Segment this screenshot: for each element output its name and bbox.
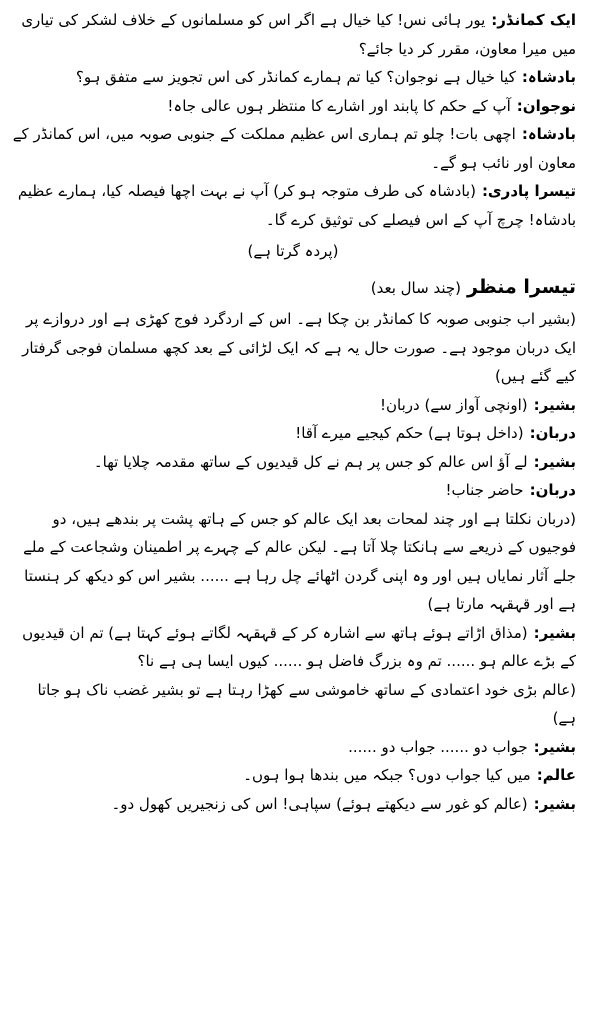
speaker-label: بشیر: bbox=[533, 395, 576, 414]
dialogue-text: (اونچی آواز سے) دربان! bbox=[379, 395, 528, 414]
speaker-label: نوجوان: bbox=[516, 96, 576, 115]
dialogue-text: (بشیر اب جنوبی صوبہ کا کمانڈر بن چکا ہے۔ اس کے اردگرد فوج کھڑی ہے اور دروازے پر ایک دربان موجود ہے۔ صورت حال یہ ہے کہ ایک لڑائی کے بعد کچھ مسلمان فوجی گرفتار کیے گئے ہیں) bbox=[22, 310, 576, 385]
dialogue-text: کیا خیال ہے نوجوان؟ کیا تم ہمارے کمانڈر کی اس تجویز سے متفق ہو؟ bbox=[75, 68, 516, 86]
speaker-label: بشیر: bbox=[533, 452, 576, 471]
dialogue-line bbox=[10, 120, 576, 177]
dialogue-line bbox=[10, 419, 576, 448]
dialogue-text: اچھی بات! چلو تم ہماری اس عظیم مملکت کے جنوبی صوبہ میں، اس کمانڈر کے معاون اور نائب ہو گے۔ bbox=[12, 125, 576, 172]
dialogue-text: (دربان نکلتا ہے اور چند لمحات بعد ایک عالم کو جس کے ہاتھ پشت پر بندھے ہیں، دو فوجیوں کے ذریعے سے ہانکتا چلا آتا ہے۔ لیکن عالم کے چہرے پر اطمینان وشجاعت کے ملے جلے آثار نمایاں ہیں اور وہ اپنی گردن اٹھائے چل رہا ہے ...... بشیر اس کو دیکھ کر ہنستا ہے اور قہقہہ مارتا ہے) bbox=[23, 509, 576, 613]
dialogue-line bbox=[10, 177, 576, 234]
dialogue-line bbox=[10, 733, 576, 762]
dialogue-text: (عالم کو غور سے دیکھتے ہوئے) سپاہی! اس کی زنجیریں کھول دو۔ bbox=[111, 794, 528, 813]
dialogue-text: (بادشاہ کی طرف متوجہ ہو کر) آپ نے بہت اچھا فیصلہ کیا، ہمارے عظیم بادشاہ! چرچ آپ کے اس فیصلے کی توثیق کرے گا۔ bbox=[17, 182, 576, 229]
dialogue-line bbox=[10, 790, 576, 819]
dialogue-line bbox=[10, 761, 576, 790]
dialogue-line bbox=[10, 6, 576, 63]
scene-title: تیسرا منظر bbox=[466, 276, 576, 298]
speaker-label: دربان: bbox=[529, 481, 576, 499]
speaker-label: دربان: bbox=[529, 424, 576, 442]
stage-direction bbox=[10, 305, 576, 391]
stage-direction bbox=[10, 505, 576, 619]
dialogue-text: (عالم بڑی خود اعتمادی کے ساتھ خاموشی سے کھڑا رہتا ہے تو بشیر غضب ناک ہو جاتا ہے) bbox=[37, 680, 576, 727]
dialogue-text: جواب دو ...... جواب دو ...... bbox=[348, 737, 528, 756]
dialogue-line bbox=[10, 92, 576, 121]
speaker-label: بشیر: bbox=[533, 623, 576, 642]
dialogue-line bbox=[10, 619, 576, 676]
dialogue-text: آپ کے حکم کا پابند اور اشارے کا منتظر ہوں عالی جاہ! bbox=[167, 96, 511, 115]
speaker-label: ایک کمانڈر: bbox=[491, 11, 576, 29]
dialogue-text: (مذاق اڑاتے ہوئے ہاتھ سے اشارہ کر کے قہقہہ لگاتے ہوئے کہتا ہے) تم ان قیدیوں کے بڑے عالم ہو ...... تم وہ بزرگ فاضل ہو ...... کیوں ایسا ہی ہے نا؟ bbox=[22, 623, 576, 670]
dialogue-text: میں کیا جواب دوں؟ جبکہ میں بندھا ہوا ہوں۔ bbox=[243, 766, 531, 784]
dialogue-text: (داخل ہوتا ہے) حکم کیجیے میرے آقا! bbox=[295, 424, 524, 442]
dialogue-line bbox=[10, 391, 576, 420]
speaker-label: بادشاہ: bbox=[521, 125, 576, 143]
speaker-label: عالم: bbox=[536, 766, 576, 784]
scene-heading bbox=[10, 270, 576, 305]
dialogue-text: حاضر جناب! bbox=[445, 481, 524, 499]
scene-subtitle: (چند سال بعد) bbox=[370, 279, 461, 297]
speaker-label: بشیر: bbox=[533, 737, 576, 756]
dialogue-text: لے آؤ اس عالم کو جس پر ہم نے کل قیدیوں کے ساتھ مقدمہ چلایا تھا۔ bbox=[93, 452, 528, 471]
dialogue-line bbox=[10, 448, 576, 477]
speaker-label: تیسرا پادری: bbox=[481, 182, 576, 200]
dialogue-text: یور ہائی نس! کیا خیال ہے اگر اس کو مسلمانوں کے خلاف لشکر کی تیاری میں میرا معاون، مقرر کر دیا جائے؟ bbox=[21, 11, 576, 58]
speaker-label: بادشاہ: bbox=[521, 68, 576, 86]
dialogue-line bbox=[10, 476, 576, 505]
speaker-label: بشیر: bbox=[533, 794, 576, 813]
stage-direction-curtain: (پردہ گرتا ہے) bbox=[247, 242, 339, 260]
dialogue-line bbox=[10, 63, 576, 92]
stage-direction bbox=[10, 676, 576, 733]
